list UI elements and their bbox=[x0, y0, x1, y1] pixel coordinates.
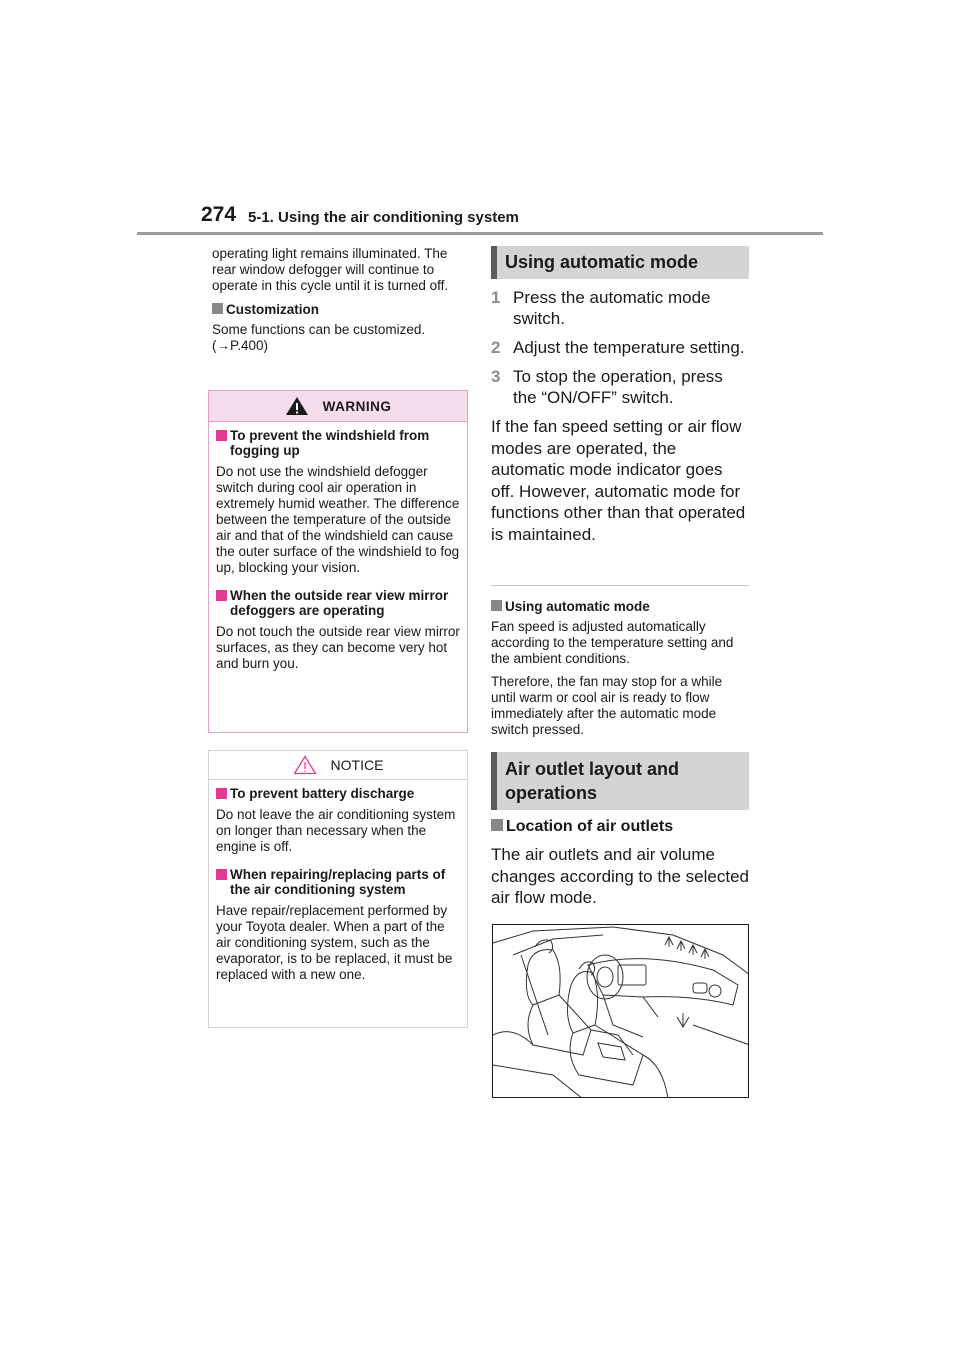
warning-triangle-icon bbox=[285, 396, 309, 416]
notice-item-heading: When repairing/replacing parts of the air conditioning system bbox=[216, 867, 461, 897]
square-bullet-icon bbox=[491, 600, 502, 611]
step-number: 1 bbox=[491, 288, 501, 307]
customization-text: Some functions can be customized. (→P.400) bbox=[212, 322, 426, 353]
page-number: 274 bbox=[201, 203, 237, 226]
square-bullet-icon bbox=[216, 788, 227, 799]
square-bullet-icon bbox=[212, 303, 223, 314]
notice-box bbox=[208, 750, 468, 1028]
square-bullet-icon bbox=[491, 819, 503, 831]
warning-item-text: Do not use the windshield defogger switch during cool air operation in extremely humid weather. The difference between the temperature of the outside air and that of the windshield can cause the outer surface of the windshield to fog up, blocking your vision. bbox=[216, 464, 460, 575]
square-bullet-icon bbox=[216, 430, 227, 441]
air-outlet-heading: Air outlet layout and operations bbox=[491, 752, 749, 810]
notice-item-heading: To prevent battery discharge bbox=[216, 786, 461, 801]
location-heading: Location of air outlets bbox=[491, 818, 749, 836]
warning-body bbox=[209, 422, 467, 672]
warning-item-heading: When the outside rear view mirror defoggers are operating bbox=[216, 588, 461, 618]
auto-mode-heading: Using automatic mode bbox=[491, 246, 749, 279]
car-interior-drawing bbox=[493, 925, 749, 1098]
air-outlet-illustration bbox=[492, 924, 749, 1098]
warning-title: WARNING bbox=[322, 398, 392, 414]
step-number: 2 bbox=[491, 338, 501, 357]
warning-box bbox=[208, 390, 468, 733]
warning-item-heading: To prevent the windshield from fogging up bbox=[216, 428, 461, 458]
step-item bbox=[491, 337, 749, 358]
square-bullet-icon bbox=[216, 869, 227, 880]
step-text: Press the automatic mode switch. bbox=[513, 288, 711, 328]
notice-item-text: Have repair/replacement performed by your Toyota dealer. When a part of the air conditioning system, such as the evaporator, is to be replaced, it must be replaced with a new one. bbox=[216, 903, 453, 982]
step-item bbox=[491, 366, 749, 408]
step-number: 3 bbox=[491, 367, 501, 386]
auto-mode-body: If the fan speed setting or air flow modes are operated, the automatic mode indicator goes off. However, automatic mode for functions other than that operated is maintained. bbox=[491, 417, 746, 544]
divider bbox=[491, 585, 749, 586]
auto-mode-steps bbox=[491, 287, 749, 545]
auto-mode-note bbox=[491, 591, 749, 738]
notice-body bbox=[209, 780, 467, 983]
step-text: Adjust the temperature setting. bbox=[513, 338, 745, 357]
auto-mode-note-text: Therefore, the fan may stop for a while until warm or cool air is ready to flow immediately after the automatic mode switch pressed. bbox=[491, 674, 723, 737]
caution-triangle-icon bbox=[293, 755, 317, 775]
notice-title: NOTICE bbox=[330, 757, 384, 773]
warning-header bbox=[209, 391, 467, 422]
air-outlet-location bbox=[491, 818, 749, 909]
step-text: To stop the operation, press the “ON/OFF” switch. bbox=[513, 367, 723, 407]
location-text: The air outlets and air volume changes according to the selected air flow mode. bbox=[491, 845, 750, 907]
left-column bbox=[212, 246, 468, 354]
intro-text: operating light remains illuminated. The rear window defogger will continue to operate in this cycle until it is turned off. bbox=[212, 246, 449, 293]
section-title: 5-1. Using the air conditioning system bbox=[248, 209, 519, 226]
notice-item-text: Do not leave the air conditioning system on longer than necessary when the engine is off. bbox=[216, 807, 456, 854]
square-bullet-icon bbox=[216, 590, 227, 601]
auto-mode-note-heading: Using automatic mode bbox=[491, 599, 749, 615]
step-item bbox=[491, 287, 749, 329]
warning-item-text: Do not touch the outside rear view mirror surfaces, as they can become very hot and burn you. bbox=[216, 624, 460, 671]
auto-mode-note-text: Fan speed is adjusted automatically according to the temperature setting and the ambient conditions. bbox=[491, 619, 734, 666]
customization-heading: Customization bbox=[212, 302, 468, 318]
notice-header bbox=[209, 751, 467, 780]
header-rule bbox=[137, 232, 823, 235]
